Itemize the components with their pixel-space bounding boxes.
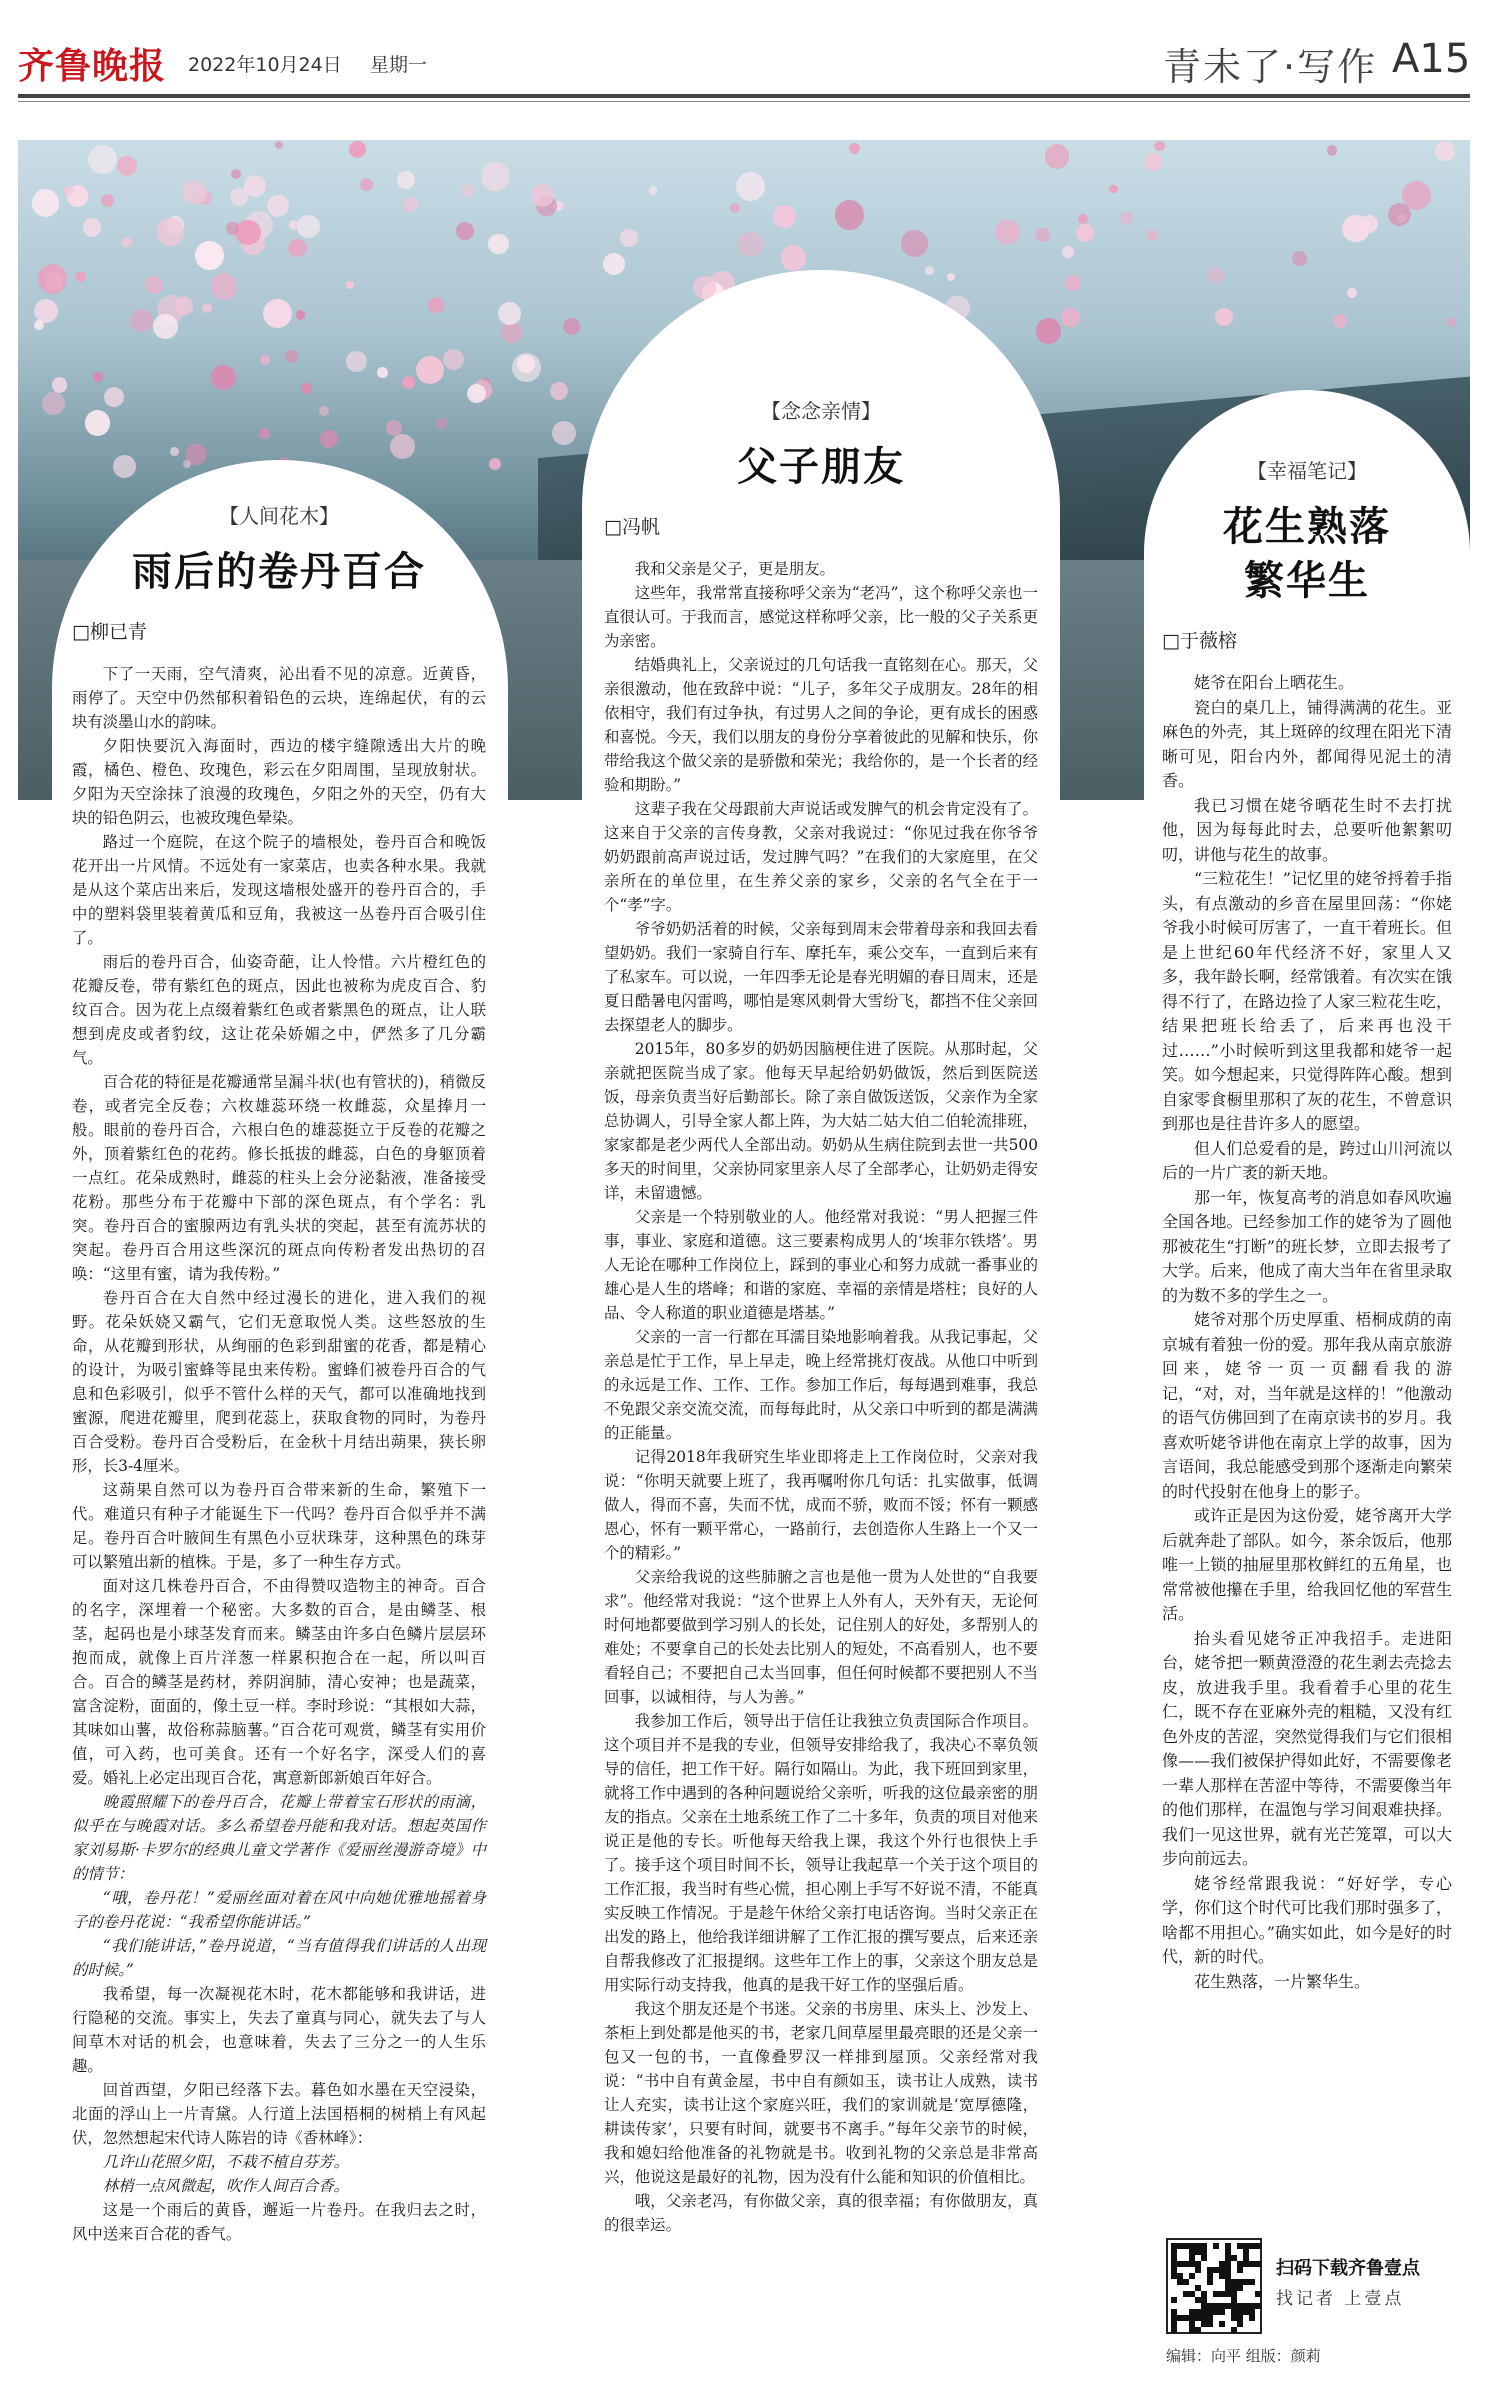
- blossom-petal: [738, 232, 764, 258]
- blossom-petal: [563, 318, 581, 336]
- blossom-petal: [620, 229, 638, 247]
- paragraph: 记得2018年我研究生毕业即将走上工作岗位时，父亲对我说：“你明天就要上班了，我再嘱咐你几句话：扎实做事，低调做人，得而不喜，失而不忧，成而不骄，败而不馁；怀有一颗感恩心，怀有一颗平常心，一路前行，去创造你人生路上一个又一个的精彩。”: [604, 1448, 1038, 1562]
- blossom-petal: [377, 367, 388, 378]
- blossom-petal: [1045, 144, 1069, 168]
- blossom-petal: [489, 458, 501, 470]
- blossom-petal: [349, 141, 366, 158]
- blossom-petal: [83, 218, 102, 237]
- article-left: [72, 500, 486, 2246]
- page-header: [0, 0, 1488, 140]
- article-left-tag: 【人间花木】: [219, 504, 339, 528]
- issue-date: 2022年10月24日: [188, 54, 342, 76]
- paragraph: 这些年，我常常直接称呼父亲为“老冯”，这个称呼父亲也一直很认可。于我而言，感觉这样称呼父亲，比一般的父子关系更为亲密。: [604, 584, 1038, 650]
- article-left-body: [72, 662, 486, 2246]
- paragraph: 爷爷奶奶活着的时候，父亲每到周末会带着母亲和我回去看望奶奶。我们一家骑自行车、摩托车，乘公交车，一直到后来有了私家车。可以说，一年四季无论是春光明媚的春日周末，还是夏日酷暑电闪雷鸣，哪怕是寒风刺骨大雪纷飞，都挡不住父亲回去探望老人的脚步。: [604, 920, 1038, 1034]
- blossom-petal: [925, 266, 933, 274]
- paragraph: 这是一个雨后的黄昏，邂逅一片卷丹。在我归去之时，风中送来百合花的香气。: [72, 2201, 486, 2243]
- blossom-petal: [1120, 211, 1133, 224]
- paragraph: 林梢一点风微起，吹作人间百合香。: [102, 2177, 350, 2195]
- paragraph: 回首西望，夕阳已经落下去。暮色如水墨在天空浸染，北面的浮山上一片青黛。人行道上法国梧桐的树梢上有风起伏，忽然想起宋代诗人陈岩的诗《香林峰》：: [72, 2081, 486, 2147]
- blossom-petal: [1342, 215, 1370, 243]
- blossom-petal: [259, 428, 270, 439]
- blossom-petal: [38, 264, 67, 293]
- blossom-petal: [1144, 153, 1162, 171]
- blossom-petal: [145, 276, 163, 294]
- blossom-petal: [947, 273, 955, 281]
- article-middle-title: 父子朋友: [737, 443, 905, 490]
- page-number: A15: [1392, 36, 1471, 82]
- blossom-petal: [1147, 230, 1158, 241]
- article-left-author: □柳已青: [72, 621, 147, 643]
- blossom-petal: [88, 145, 117, 174]
- blossom-petal: [1347, 288, 1357, 298]
- blossom-petal: [32, 189, 60, 217]
- blossom-petal: [231, 169, 241, 179]
- blossom-petal: [531, 184, 554, 207]
- article-middle-body: [604, 557, 1038, 2237]
- paragraph: 结婚典礼上，父亲说过的几句话我一直铭刻在心。那天，父亲很激动，他在致辞中说：“儿子，多年父子成朋友。28年的相依相守，我们有过争执，有过男人之间的争论，更有成长的困惑和喜悦。今天，我们以朋友的身份分享着彼此的见解和快乐，你带给我这个做父亲的是骄傲和荣光；我给你的，是一个长者的经验和期盼。”: [604, 656, 1038, 794]
- blossom-petal: [501, 322, 522, 343]
- blossom-petal: [386, 420, 402, 436]
- blossom-petal: [1215, 308, 1233, 326]
- blossom-petal: [1078, 214, 1088, 224]
- paragraph: 我已习惯在姥爷晒花生时不去打扰他，因为每每此时去，总要听他絮絮叨叨，讲他与花生的故事。: [1162, 795, 1452, 864]
- blossom-petal: [235, 220, 261, 246]
- blossom-petal: [275, 141, 283, 149]
- blossom-petal: [603, 253, 625, 275]
- paragraph: 父亲是一个特别敬业的人。他经常对我说：“男人把握三件事，事业、家庭和道德。这三要素构成男人的‘埃菲尔铁塔’。男人无论在哪种工作岗位上，踩到的事业心和努力成就一番事业的雄心是人生的塔峰；和谐的家庭、幸福的亲情是塔柱；良好的人品、令人称道的职业道德是塔基。”: [604, 1208, 1038, 1322]
- blossom-petal: [211, 365, 236, 390]
- paragraph: 我和父亲是父子，更是朋友。: [634, 560, 835, 578]
- article-middle-tag: 【念念亲情】: [761, 399, 881, 423]
- blossom-petal: [42, 392, 65, 415]
- paragraph: 抬头看见姥爷正冲我招手。走进阳台，姥爷把一颗黄澄澄的花生剥去壳捻去皮，放进我手里。我看着手心里的花生仁，既不存在亚麻外壳的粗糙，又没有红色外皮的苦涩，突然觉得我们与它们很相像——我们被保护得如此好，不需要像老一辈人那样在苦涩中等待，不需要像当年的他们那样，在温饱与学习间艰难抉择。我们一见这世界，就有光芒笼罩，可以大步向前远去。: [1162, 1628, 1452, 1868]
- newspaper-logo: 齐鲁晚报: [18, 45, 167, 87]
- blossom-petal: [397, 171, 415, 189]
- blossom-petal: [649, 186, 658, 195]
- blossom-petal: [360, 178, 373, 191]
- article-left-title: 雨后的卷丹百合: [132, 548, 426, 595]
- header-divider-thin: [18, 101, 1470, 102]
- article-right-title: [1162, 500, 1452, 608]
- blossom-petal: [901, 230, 927, 256]
- paragraph: 2015年，80多岁的奶奶因脑梗住进了医院。从那时起，父亲就把医院当成了家。他每天早起给奶奶做饭，然后到医院送饭，母亲负责当好后勤部长。除了亲自做饭送饭，父亲作为全家总协调人，引导全家人都上阵，为大姑二姑大伯二伯轮流排班，家家都是老少两代人全部出动。奶奶从生病住院到去世一共500多天的时间里，父亲协同家里亲人尽了全部孝心，让奶奶走得安详，未留遗憾。: [604, 1040, 1038, 1202]
- blossom-petal: [263, 299, 292, 328]
- qr-caption-line1: 扫码下载齐鲁壹点: [1276, 2258, 1420, 2279]
- blossom-petal: [552, 421, 576, 445]
- blossom-petal: [1435, 141, 1454, 160]
- blossom-petal: [301, 383, 312, 394]
- blossom-petal: [85, 410, 111, 436]
- paragraph: 姥爷在阳台上晒花生。: [1194, 673, 1355, 692]
- paragraph: 我希望，每一次凝视花木时，花木都能够和我讲话，进行隐秘的交流。事实上，失去了童真与同心，就失去了与人间草木对话的机会，也意味着，失去了三分之一的人生乐趣。: [72, 1985, 486, 2075]
- blossom-petal: [1062, 246, 1074, 258]
- paragraph: 花生熟落，一片繁华生。: [1194, 1971, 1371, 1991]
- blossom-petal: [1061, 308, 1080, 327]
- blossom-petal: [512, 353, 541, 382]
- blossom-petal: [34, 320, 44, 330]
- blossom-petal: [443, 349, 464, 370]
- blossom-petal: [835, 200, 864, 229]
- editor-credit: 编辑：向平 组版：颜莉: [1166, 2347, 1321, 2365]
- blossom-petal: [1036, 318, 1061, 343]
- blossom-petal: [428, 297, 444, 313]
- blossom-petal: [101, 194, 114, 207]
- blossom-petal: [122, 237, 132, 247]
- paragraph: 雨后的卷丹百合，仙姿奇葩，让人怜惜。六片橙红色的花瓣反卷，带有紫红色的斑点，因此也被称为虎皮百合、豹纹百合。因为花上点缀着紫红色或者紫黑色的斑点，让人联想到虎皮或者豹纹，这让花朵娇媚之中，俨然多了几分霸气。: [72, 953, 486, 1067]
- article-right-title-line2: 繁华生: [1244, 557, 1370, 604]
- blossom-petal: [730, 203, 740, 213]
- blossom-petal: [995, 220, 1020, 245]
- blossom-petal: [467, 384, 486, 403]
- paragraph: 路过一个庭院，在这个院子的墙根处，卷丹百合和晚饭花开出一片风情。不远处有一家菜店，也卖各种水果。我就是从这个菜店出来后，发现这墙根处盛开的卷丹百合的，手中的塑料袋里装着黄瓜和豆角，我被这一丛卷丹百合吸引住了。: [72, 833, 486, 947]
- qr-caption-line2: 找记者 上壹点: [1276, 2289, 1405, 2309]
- blossom-petal: [153, 314, 178, 339]
- blossom-petal: [481, 162, 510, 191]
- blossom-petal: [130, 309, 153, 332]
- paragraph: 姥爷经常跟我说：“好好学，专心学，你们这个时代可比我们那时强多了，啥都不用担心。”确实如此，如今是好的时代，新的时代。: [1162, 1873, 1452, 1966]
- blossom-petal: [104, 387, 124, 407]
- blossom-petal: [230, 188, 248, 206]
- blossom-petal: [1327, 145, 1338, 156]
- paragraph: 这辈子我在父母跟前大声说话或发脾气的机会肯定没有了。这来自于父亲的言传身教，父亲对我说过：“你见过我在你爷爷奶奶跟前高声说过话，发过脾气吗？”在我们的大家庭里，在父亲所在的单位里，在生养父亲的家乡，父亲的名气全在于一个“孝”字。: [604, 800, 1038, 914]
- blossom-petal: [403, 197, 418, 212]
- blossom-petal: [93, 372, 103, 382]
- qr-caption: [1276, 2254, 1466, 2309]
- paragraph: 姥爷对那个历史厚重、梧桐成荫的南京城有着独一份的爱。那年我从南京旅游回来，姥爷一页一页翻看我的游记，“对，对，当年就是这样的！”他激动的语气仿佛回到了在南京读书的岁月。我喜欢听姥爷讲他在南京上学的故事，因为言语间，我总能感受到那个逐渐走向繁荣的时代投射在他身上的影子。: [1162, 1310, 1452, 1501]
- blossom-petal: [1292, 251, 1308, 267]
- blossom-petal: [1109, 185, 1117, 193]
- blossom-petal: [1065, 275, 1081, 291]
- blossom-petal: [285, 350, 298, 363]
- blossom-petal: [1333, 314, 1347, 328]
- blossom-petal: [195, 241, 224, 270]
- blossom-petal: [498, 302, 521, 325]
- section-name: 青未了·写作: [1163, 45, 1378, 89]
- paragraph: 父亲的一言一行都在耳濡目染地影响着我。从我记事起，父亲总是忙于工作，早上早走，晚上经常挑灯夜战。从他口中听到的永远是工作、工作、工作。参加工作后，每每遇到难事，我总不免跟父亲交流交流，而每每此时，从父亲口中听到的都是满满的正能量。: [604, 1328, 1038, 1442]
- blossom-petal: [211, 273, 237, 299]
- blossom-petal: [288, 239, 306, 257]
- blossom-petal: [170, 447, 179, 456]
- paragraph: 下了一天雨，空气清爽，沁出看不见的凉意。近黄昏，雨停了。天空中仍然郁积着铅色的云块，连绵起伏，有的云块有淡墨山水的韵味。: [72, 665, 486, 731]
- blossom-petal: [736, 172, 765, 201]
- blossom-petal: [402, 376, 415, 389]
- blossom-petal: [202, 303, 212, 313]
- blossom-petal: [849, 143, 860, 154]
- blossom-petal: [1154, 141, 1165, 152]
- paragraph: 或许正是因为这份爱，姥爷离开大学后就奔赴了部队。如今，茶余饭后，他那唯一上锁的抽屉里那枚鲜红的五角星，也常常被他攥在手里，给我回忆他的军营生活。: [1162, 1506, 1452, 1623]
- article-middle: [604, 395, 1038, 2237]
- paragraph: 父亲给我说的这些肺腑之言也是他一贯为人处世的“自我要求”。他经常对我说：“这个世界上人外有人，天外有天，无论何时何地都要做到学习别人的长处，记住别人的好处，多帮别人的难处；不要拿自己的长处去比别人的短处，不高看别人，也不要看轻自己；不要把自己太当回事，但任何时候都不要把别人不当回事，以诚相待，与人为善。”: [604, 1568, 1038, 1706]
- blossom-petal: [1035, 228, 1049, 242]
- paragraph: “哦，卷丹花！”爱丽丝面对着在风中向她优雅地摇着身子的卷丹花说：“我希望你能讲话。”: [72, 1889, 486, 1931]
- article-right-title-line1: 花生熟落: [1223, 503, 1391, 550]
- qr-code[interactable]: [1166, 2238, 1262, 2334]
- paragraph: 夕阳快要沉入海面时，西边的楼宇缝隙透出大片的晚霞，橘色、橙色、玫瑰色，彩云在夕阳周围，呈现放射状。夕阳为天空涂抹了浪漫的玫瑰色，夕阳之外的天空，仍有大块的铅色阴云，也被玫瑰色晕染。: [72, 737, 486, 827]
- paragraph: 这蒴果自然可以为卷丹百合带来新的生命，繁殖下一代。难道只有种子才能诞生下一代吗？卷丹百合似乎并不满足。卷丹百合叶腋间生有黑色小豆状珠芽，这种黑色的珠芽可以繁殖出新的植株。于是，多了一种生存方式。: [72, 1481, 486, 1571]
- paragraph: 几许山花照夕阳，不栽不植自芬芳。: [102, 2153, 350, 2171]
- paragraph: “三粒花生！”记忆里的姥爷捋着手指头，有点激动的乡音在屋里回荡：“你姥爷我小时候可厉害了，一直干着班长。但是上世纪60年代经济不好，家里人又多，我年龄长啊，经常饿着。有次实在饿得不行了，在路边捡了人家三粒花生吃，结果把班长给丢了，后来再也没干过……”小时候听到这里我都和姥爷一起笑。如今想起来，只觉得阵阵心酸。想到自家零食橱里那积了灰的花生，不曾意识到那也是往昔许多人的愿望。: [1162, 869, 1452, 1133]
- blossom-petal: [488, 234, 508, 254]
- blossom-petal: [75, 272, 85, 282]
- paragraph: 卷丹百合在大自然中经过漫长的进化，进入我们的视野。花朵妖娆又霸气，它们无意取悦人类。这些怒放的生命，从花瓣到形状，从绚丽的色彩到甜蜜的花香，都是精心的设计，为吸引蜜蜂等昆虫来传粉。蜜蜂们被卷丹百合的气息和色彩吸引，似乎不管什么样的天气，都可以准确地找到蜜源，爬进花瓣里，爬到花蕊上，获取食物的同时，为卷丹百合受粉。卷丹百合受粉后，在金秋十月结出蒴果，狭长卵形，长3-4厘米。: [72, 1289, 486, 1475]
- paragraph: 但人们总爱看的是，跨过山川河流以后的一片广袤的新天地。: [1162, 1138, 1452, 1182]
- blossom-petal: [346, 281, 354, 289]
- blossom-petal: [296, 310, 305, 319]
- blossom-petal: [52, 377, 67, 392]
- paragraph: “我们能讲话，”卷丹说道，“当有值得我们讲话的人出现的时候。”: [72, 1937, 486, 1979]
- blossom-petal: [1446, 317, 1456, 327]
- blossom-petal: [182, 180, 207, 205]
- blossom-petal: [117, 156, 137, 176]
- blossom-petal: [157, 218, 185, 246]
- blossom-petal: [297, 215, 319, 237]
- blossom-petal: [416, 356, 444, 384]
- blossom-petal: [64, 186, 74, 196]
- blossom-petal: [390, 434, 415, 459]
- article-right-body: [1162, 671, 1452, 1994]
- blossom-petal: [1076, 224, 1094, 242]
- article-middle-author: □冯帆: [604, 516, 660, 538]
- blossom-petal: [1388, 203, 1411, 226]
- blossom-petal: [436, 418, 447, 429]
- header-divider: [18, 94, 1470, 98]
- paragraph: 百合花的特征是花瓣通常呈漏斗状(也有管状的)，稍微反卷，或者完全反卷；六枚雄蕊环绕一枚雌蕊，众星捧月一般。眼前的卷丹百合，六根白色的雄蕊挺立于反卷的花瓣之外，顶着紫红色的花药。修长抵拔的雌蕊，白色的身躯顶着一点红。花朵成熟时，雌蕊的柱头上会分泌黏液，准备接受花粉。那些分布于花瓣中下部的深色斑点，有个学名：乳突。卷丹百合的蜜腺两边有乳头状的突起，甚至有流苏状的突起。卷丹百合用这些深沉的斑点向传粉者发出热切的召唤：“这里有蜜，请为我传粉。”: [72, 1073, 486, 1283]
- blossom-petal: [267, 195, 289, 217]
- article-right: [1162, 455, 1452, 1994]
- paragraph: 哦，父亲老冯，有你做父亲，真的很幸福；有你做朋友，真的很幸运。: [604, 2192, 1038, 2234]
- blossom-petal: [34, 299, 58, 323]
- blossom-petal: [781, 245, 806, 270]
- blossom-petal: [183, 460, 191, 468]
- blossom-petal: [113, 455, 136, 478]
- blossom-petal: [456, 222, 474, 240]
- blossom-petal: [550, 382, 568, 400]
- article-right-tag: 【幸福笔记】: [1247, 459, 1367, 483]
- blossom-petal: [1207, 267, 1224, 284]
- paragraph: 我这个朋友还是个书迷。父亲的书房里、床头上、沙发上、茶柜上到处都是他买的书，老家几间草屋里最亮眼的还是父亲一包又一包的书，一直像叠罗汉一样排到屋顶。父亲经常对我说：“书中自有黄金屋，书中自有颜如玉，读书让人成熟，读书让人充实，读书让这个家庭兴旺，我们的家训就是‘宽厚德隆，耕读传家’，只要有时间，就要书不离手。”每年父亲节的时候，我和媳妇给他准备的礼物就是书。收到礼物的父亲总是非常高兴，他说这是最好的礼物，因为没有什么能和知识的价值相比。: [604, 2000, 1038, 2186]
- article-right-author: □于薇榕: [1162, 630, 1237, 652]
- blossom-petal: [319, 406, 329, 416]
- paragraph: 晚霞照耀下的卷丹百合，花瓣上带着宝石形状的雨滴，似乎在与晚霞对话。多么希望卷丹能和我对话。想起英国作家刘易斯·卡罗尔的经典儿童文学著作《爱丽丝漫游奇境》中的情节：: [72, 1793, 486, 1883]
- blossom-petal: [260, 355, 270, 365]
- issue-weekday: 星期一: [370, 54, 428, 76]
- paragraph: 我参加工作后，领导出于信任让我独立负责国际合作项目。这个项目并不是我的专业，但领导安排给我了，我决心不辜负领导的信任，把工作干好。隔行如隔山。为此，我下班回到家里，就将工作中遇到的各种问题说给父亲听，听我的这位最亲密的朋友的指点。父亲在土地系统工作了二十多年，负责的项目对他来说正是他的专长。听他每天给我上课，我这个外行也很快上手了。接手这个项目时间不长，领导让我起草一个关于这个项目的工作汇报，我当时有些心慌，担心刚上手写不好说不清，不能真实反映工作情况。于是趁午休给父亲打电话咨询。当时父亲正在出发的路上，他给我详细讲解了工作汇报的撰写要点，后来还亲自帮我修改了汇报提纲。这些年工作上的事，父亲这个朋友总是用实际行动支持我，他真的是我干好工作的坚强后盾。: [604, 1712, 1038, 1994]
- blossom-petal: [320, 430, 338, 448]
- blossom-petal: [461, 184, 474, 197]
- paragraph: 瓷白的桌几上，铺得满满的花生。亚麻色的外壳，其上斑碎的纹理在阳光下清晰可见，阳台内外，都闻得见泥土的清香。: [1162, 697, 1452, 790]
- paragraph: 那一年，恢复高考的消息如春风吹遍全国各地。已经参加工作的姥爷为了圆他那被花生“打断”的班长梦，立即去报考了大学。后来，他成了南大当年在省里录取的为数不多的学生之一。: [1162, 1187, 1452, 1305]
- paragraph: 面对这几株卷丹百合，不由得赞叹造物主的神奇。百合的名字，深埋着一个秘密。大多数的百合，是由鳞茎、根茎，起码也是小球茎发育而来。鳞茎由许多白色鳞片层层环抱而成，就像上百片洋葱一样累积抱合在一起，所以叫百合。百合的鳞茎是药材，养阴润肺，清心安神；也是蔬菜，富含淀粉，面面的，像土豆一样。李时珍说：“其根如大蒜，其味如山薯，故俗称蒜脑薯。”百合花可观赏，鳞茎有实用价值，可入药，也可美食。还有一个好名字，深受人们的喜爱。婚礼上必定出现百合花，寓意新郎新娘百年好合。: [72, 1577, 486, 1787]
- blossom-petal: [346, 351, 367, 372]
- blossom-petal: [773, 205, 797, 229]
